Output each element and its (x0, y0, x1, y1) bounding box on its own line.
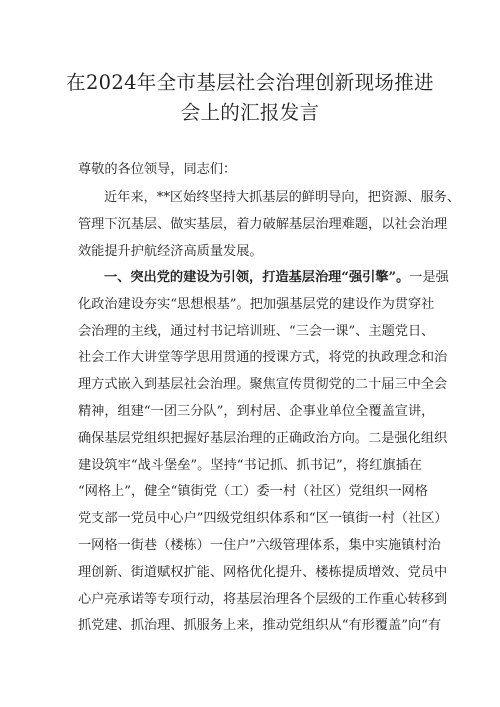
section-1-line-tail: 一是强 (409, 270, 449, 285)
section-1-line: 一网格一街巷（楼栋）一住户”六级管理体系，集中实施镇村治 (78, 537, 441, 553)
title-line-2: 会上的汇报发言 (180, 101, 320, 124)
section-1-line: 理创新、街道赋权扩能、网格优化提升、楼栋提质增效、党员中 (78, 564, 448, 580)
intro-line: 效能提升护航经济高质量发展。 (78, 243, 263, 259)
intro-paragraph (78, 185, 461, 265)
section-1-line: 会治理的主线，通过村书记培训班、“三会一课”、主题党日、 (78, 323, 435, 339)
salutation: 尊敬的各位领导，同志们： (78, 162, 237, 177)
section-1-line: 党支部一党员中心户”四级党组织体系和“区一镇街一村（社区） (78, 511, 448, 527)
document-title (60, 68, 440, 128)
title-line-1: 在2024年全市基层社会治理创新现场推进 (66, 71, 434, 94)
section-1-line: “网格上”，健全“镇街党（工）委一村（社区）党组织一网格 (78, 484, 428, 500)
section-1-line: 化政治建设夯实“思想根基”。把加强基层党的建设作为贯穿社 (78, 296, 435, 312)
section-1-paragraph (78, 265, 449, 640)
section-1-line: 精神，组建“一团三分队”，到村居、企事业单位全覆盖宣讲， (78, 403, 435, 419)
intro-line: 管理下沉基层、做实基层，着力破解基层治理难题，以社会治理 (78, 216, 448, 232)
section-1-line: 建设筑牢“战斗堡垒”。坚持“书记抓、抓书记”，将红旗插在 (78, 457, 422, 473)
section-1-heading: 一、突出党的建设为引领，打造基层治理“强引擎”。 (104, 270, 410, 285)
section-1-line: 社会工作大讲堂等学思用贯通的授课方式，将党的执政理念和治 (78, 350, 448, 366)
section-1-line: 抓党建、抓治理、抓服务上来，推动党组织从“有形覆盖”向“有 (78, 618, 442, 634)
section-1-line: 理方式嵌入到基层社会治理。聚焦宣传贯彻党的二十届三中全会 (78, 377, 448, 393)
section-1-line: 确保基层党组织把握好基层治理的正确政治方向。二是强化组织 (78, 430, 448, 446)
section-1-first-line (78, 265, 449, 292)
intro-line: 近年来，**区始终坚持大抓基层的鲜明导向，把资源、服务、 (104, 190, 461, 205)
section-1-line: 心户亮承诺等专项行动，将基层治理各个层级的工作重心转移到 (78, 591, 448, 607)
